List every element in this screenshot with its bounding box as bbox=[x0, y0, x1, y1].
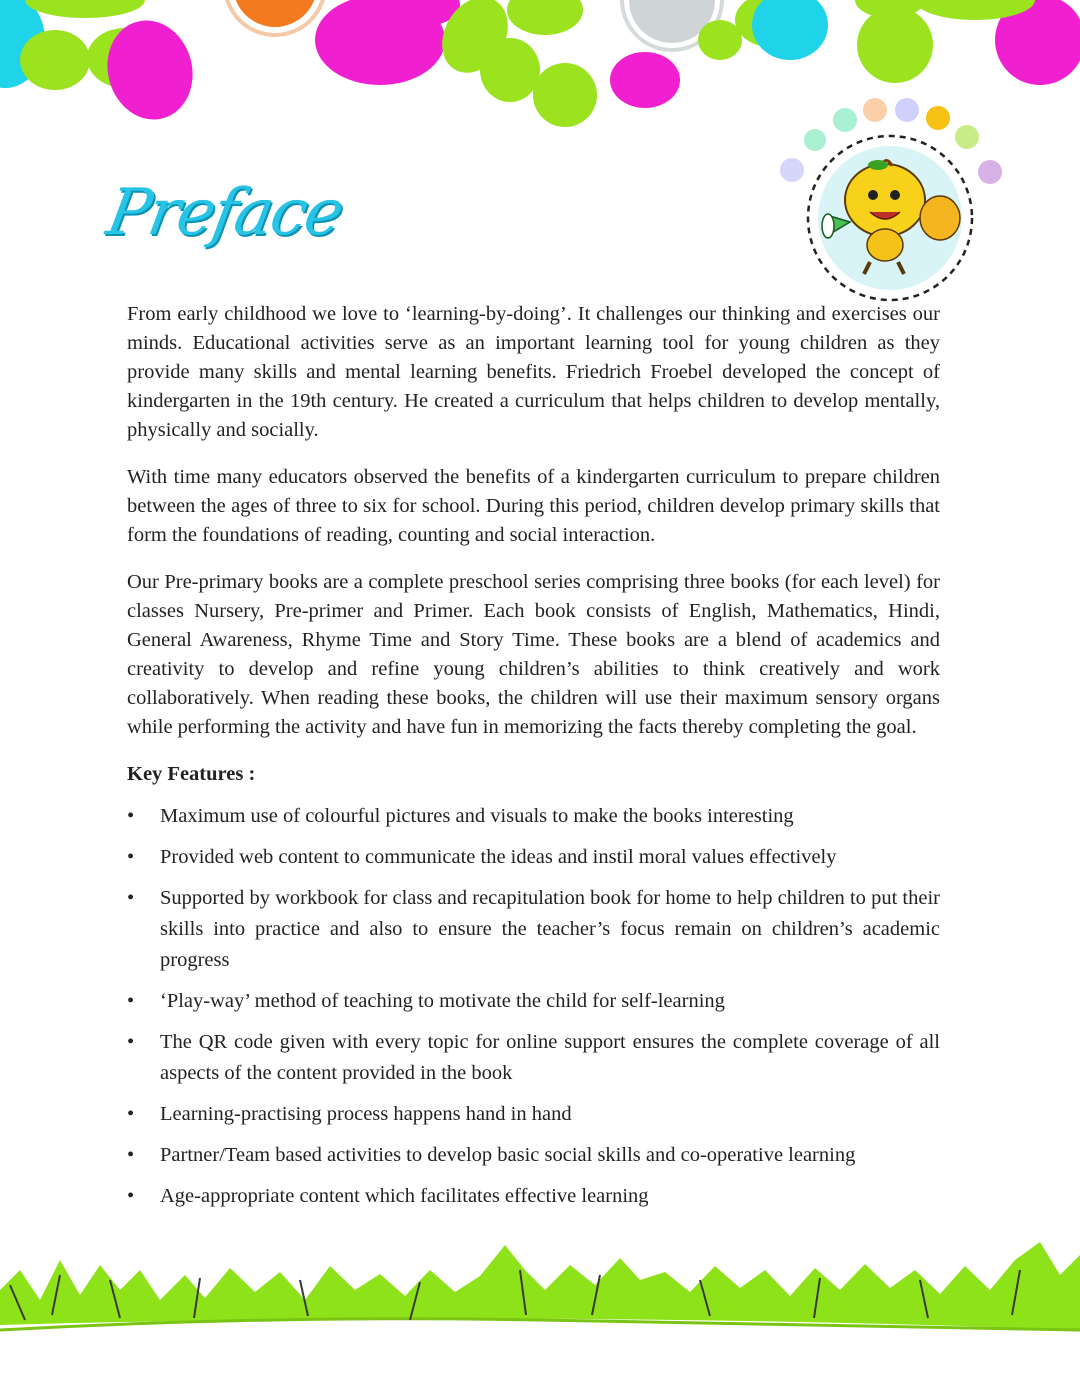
bullet-icon: • bbox=[127, 1103, 135, 1125]
list-item-text: Learning-practising process happens hand in hand bbox=[160, 1103, 572, 1125]
key-features-list bbox=[127, 801, 940, 1212]
list-item-text: ‘Play-way’ method of teaching to motivate the child for self-learning bbox=[160, 990, 725, 1012]
list-item-text: The QR code given with every topic for online support ensures the complete coverage of all aspects of the content provided in the book bbox=[160, 1031, 940, 1084]
list-item bbox=[127, 883, 940, 976]
list-item bbox=[127, 1140, 940, 1171]
bullet-icon: • bbox=[127, 846, 135, 868]
list-item bbox=[127, 1181, 940, 1212]
list-item-text: Provided web content to communicate the ideas and instil moral values effectively bbox=[160, 846, 837, 868]
bullet-icon: • bbox=[127, 805, 135, 827]
bullet-icon: • bbox=[127, 1144, 135, 1166]
bullet-icon: • bbox=[127, 1185, 135, 1207]
list-item-text: Maximum use of colourful pictures and visuals to make the books interesting bbox=[160, 805, 794, 827]
list-item bbox=[127, 842, 940, 873]
list-item bbox=[127, 1027, 940, 1089]
list-item-text: Age-appropriate content which facilitates effective learning bbox=[160, 1185, 649, 1207]
list-item bbox=[127, 986, 940, 1017]
paragraph: From early childhood we love to ‘learning-by-doing’. It challenges our thinking and exercises our minds. Educational activities serve as an important learning tool for young children as they provide many skills and mental learning benefits. Friedrich Froebel developed the concept of kindergarten in the 19th century. He created a curriculum that helps children to develop mentally, physically and socially. bbox=[127, 303, 940, 441]
bullet-icon: • bbox=[127, 990, 135, 1012]
list-item bbox=[127, 801, 940, 832]
paragraph: With time many educators observed the benefits of a kindergarten curriculum to prepare children between the ages of three to six for school. During this period, children develop primary skills that form the foundations of reading, counting and social interaction. bbox=[127, 466, 940, 546]
paragraph: Our Pre-primary books are a complete preschool series comprising three books (for each level) for classes Nursery, Pre-primer and Primer. Each book consists of English, Mathematics, Hindi, General Awareness, Rhyme Time and Story Time. These books are a blend of academics and creativity to develop and refine young children’s abilities to think creatively and work collaboratively. When reading these books, the children will use their maximum sensory organs while performing the activity and have fun in memorizing the facts thereby completing the goal. bbox=[127, 571, 940, 738]
list-item-text: Supported by workbook for class and recapitulation book for home to help children to put their skills into practice and also to ensure the teacher’s focus remain on children’s academic progress bbox=[160, 887, 940, 971]
list-item-text: Partner/Team based activities to develop basic social skills and co-operative learning bbox=[160, 1144, 856, 1166]
key-features-heading: Key Features : bbox=[127, 763, 256, 785]
fruit-mascot-icon bbox=[0, 0, 1080, 320]
bullet-icon: • bbox=[127, 1031, 135, 1053]
preface-body bbox=[127, 300, 940, 1222]
list-item bbox=[127, 1099, 940, 1130]
bullet-icon: • bbox=[127, 887, 135, 909]
page-title: Preface bbox=[101, 176, 348, 250]
grass-border-icon bbox=[0, 1230, 1080, 1380]
